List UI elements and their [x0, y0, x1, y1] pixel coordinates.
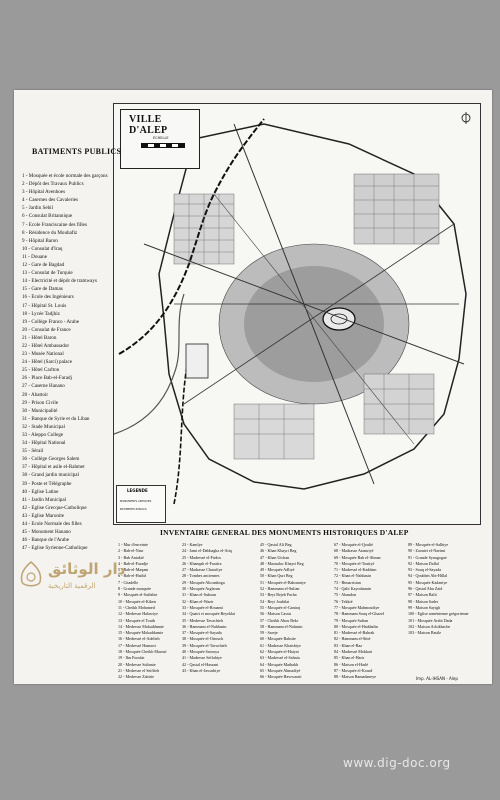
inventory-item: 33 - Mosquée el-Rouami — [182, 604, 223, 610]
inventory-item: 12 - Medresse Halawiye — [118, 611, 158, 617]
inventory-column — [182, 542, 258, 674]
inventory-item: 9 - Mosquée el-Saffahie — [118, 592, 158, 598]
inventory-item: 40 - Mosquée Sarouya — [182, 649, 219, 655]
public-building-item: 36 - Collège Georges Salem — [22, 456, 80, 463]
public-building-item: 26 - Place Bab-el-Faradj — [22, 375, 72, 382]
map-title-box — [120, 109, 200, 169]
public-building-item: 27 - Caserne Hanano — [22, 383, 65, 390]
district-south — [234, 404, 314, 459]
public-building-item: 10 - Consulat d'Iraq — [22, 245, 63, 252]
inventory-item: 11 - Cheikh Mohamed — [118, 604, 155, 610]
inventory-item: 15 - Mosquée Mokaddamie — [118, 630, 164, 636]
inventory-item: 18 - Mosquée Cheikh Marouf — [118, 649, 167, 655]
public-building-item: 13 - Consulat de Turquie — [22, 270, 73, 277]
public-building-item: 2 - Dépôt des Travaux Publics — [22, 181, 84, 188]
inventory-item: 46 - Khan Khayri Beg — [260, 548, 297, 554]
inventory-item: 75 - Abandon — [334, 592, 357, 598]
inventory-item: 79 - Mosquée Sultan — [334, 617, 368, 623]
map-title: VILLE D'ALEP — [129, 114, 168, 136]
inventory-item: 30 - Mosquée Arghoun — [182, 586, 220, 592]
public-building-item: 16 - Ecole des Ingénieurs — [22, 294, 74, 301]
public-building-item: 37 - Hôpital et asile el-Rahmet — [22, 464, 85, 471]
watermark-logo — [18, 560, 130, 610]
inventory-item: 6 - Bab-el-Hadid — [118, 573, 146, 579]
inventory-item: 89 - Mosquée el-Salhiye — [408, 542, 449, 547]
inventory-item: 72 - Khan el-Nahhasin — [334, 573, 372, 579]
inventory-item: 56 - Maison Cassis — [260, 611, 292, 617]
public-building-item: 4 - Casernes des Cavaleries — [22, 197, 79, 204]
inventory-item: 22 - Medresse Zahirie — [118, 674, 155, 680]
inventory-item: 80 - Mosquée el-Haddadin — [334, 623, 378, 629]
inventory-item: 32 - Khan el-Wazir — [182, 598, 214, 604]
old-city-core — [244, 266, 384, 382]
public-building-item: 35 - Sérail — [22, 448, 44, 455]
inventory-item: 91 - Grande Synagogue — [408, 554, 447, 560]
inventory-item: 63 - Madressé el-Sahnia — [260, 655, 300, 661]
inventory-item: 17 - Medressé Hamawi — [118, 642, 157, 648]
inventory-item: 51 - Mosquée el-Bahramiye — [260, 579, 306, 585]
inventory-item: 47 - Khan Utchan — [260, 554, 290, 560]
public-building-item: 6 - Consulat Britannique — [22, 213, 73, 220]
inventory-item: 97 - Maison Balit — [408, 592, 437, 598]
inventory-item: 95 - Mosquée Kadaniye — [408, 579, 448, 585]
inventory-item: 61 - Madrasse Khatsbiye — [260, 642, 301, 648]
public-building-item: 5 - Jardin Sebil — [22, 205, 53, 212]
public-building-item: 18 - Lycée Tadjhiz — [22, 310, 60, 317]
legend-entry: MONUMENTS ANTIQUES — [120, 500, 152, 503]
inventory-item: 23 - Kamlye — [182, 542, 203, 547]
public-buildings-title: BATIMENTS PUBLICS — [32, 147, 122, 156]
inventory-item: 36 - Hammam el-Nahhasin — [182, 623, 227, 629]
public-building-item: 19 - Collège Franco - Arabe — [22, 318, 80, 325]
inventory-item: 54 - Beyt Joubilat — [260, 598, 290, 604]
inventory-item: 70 - Mosquée el-Toutiyé — [334, 560, 375, 566]
public-building-item: 33 - Aleppo College — [22, 432, 64, 438]
public-building-item: 7 - Ecole Franciscaine des filles — [22, 221, 87, 228]
inventory-item: 92 - Maison Dallal — [408, 560, 439, 566]
inventory-item: 64 - Mosquée Matbakh — [260, 661, 299, 667]
public-building-item: 39 - Poste et Télégraphe — [22, 480, 72, 487]
public-building-item: 28 - Abattoir — [22, 391, 49, 398]
inventory-item: 7 - Citadelle — [118, 579, 139, 585]
public-building-item: 34 - Hôpital National — [22, 440, 66, 447]
inventory-item: 16 - Medressé el-Adelieh — [118, 636, 160, 642]
public-building-item: 38 - Grand jardin municipal — [22, 472, 79, 479]
legend-title: LEGENDE — [127, 488, 148, 493]
inventory-item: 34 - Quatri et mosquée Beyeklai — [182, 611, 236, 617]
public-building-item: 21 - Hôtel Baron — [22, 334, 57, 341]
inventory-item: 10 - Mosquée el-Kiken — [118, 598, 156, 604]
inventory-item: 85 - Khan el-Harir — [334, 655, 365, 661]
public-building-item: 17 - Hôpital St. Louis — [22, 302, 67, 309]
inventory-item: 86 - Maison el-Harlé — [334, 661, 369, 667]
inventory-item: 62 - Mosquée el-Haiyat — [260, 649, 299, 655]
inventory-item: 26 - Khanqah el-Farafra — [182, 560, 222, 566]
inventory-item: 81 - Madressé el-Bahrak — [334, 630, 375, 636]
inventory-item: 87 - Mosquée el-Kourd — [334, 667, 373, 673]
public-building-item: 45 - Monument Hanano — [22, 529, 71, 536]
inventory-item: 68 - Madrasse Atamriyé — [334, 548, 374, 554]
inventory-item: 42 - Qastal el-Hassani — [182, 661, 219, 667]
public-building-item: 31 - Banque de Syrie et du Liban — [22, 415, 90, 422]
inventory-item: 13 - Mosquée el Touth — [118, 617, 155, 623]
inventory-item: 43 - Khan el-Jawarhiye — [182, 667, 221, 673]
watermark-name: دار الوثائق — [48, 560, 126, 578]
public-building-item: 24 - Hôtel (Sarci) palace — [22, 359, 73, 366]
inventory-item: 25 - Madressé el-Firdos — [182, 554, 221, 560]
inventory-item: 8 - Grande mosquée — [118, 586, 152, 592]
inventory-item: 90 - Zaouiet el-Naeimi — [408, 548, 446, 554]
public-building-item: 46 - Banque de l'Arabe — [22, 537, 70, 544]
inventory-item: 93 - Souq el-Sayada — [408, 567, 442, 573]
inventory-item: 24 - Jami el-Dabbagha el-Atiq — [182, 548, 232, 554]
inventory-item: 14 - Medresse Mokaddamie — [118, 623, 164, 629]
inventory-item: 39 - Mosquée el-Tavachieh — [182, 642, 227, 648]
inventory-item: 58 - Hammam el-Nahasin — [260, 623, 303, 629]
public-building-item: 25 - Hôtel Carlton — [22, 367, 60, 374]
inventory-item: 99 - Maison Sayigh — [408, 604, 441, 610]
inventory-item: 98 - Maison Sader — [408, 598, 439, 604]
public-building-item: 41 - Jardin Municipal — [22, 496, 66, 503]
inventory-item: 77 - Mosquée Mahmoudiye — [334, 604, 380, 610]
public-building-item: 29 - Prison Civile — [22, 399, 59, 406]
inventory-item: 52 - Hammam el-Sultan — [260, 586, 300, 592]
inventory-item: 78 - Hammam Souq el-Ghazel — [334, 611, 385, 617]
public-building-item: 9 - Hôpital Baron — [22, 237, 58, 244]
inventory-item: 53 - Beyt Rejeb Pacha — [260, 592, 297, 598]
public-building-item: 47 - Eglise Syrienne-Catholique — [22, 545, 88, 552]
inventory-item: 28 - Tombes anciennes — [182, 573, 220, 579]
scale-bar — [141, 143, 185, 148]
public-building-item: 11 - Douane — [22, 253, 47, 260]
inventory-item: 35 - Medresse Tavachieh — [182, 617, 223, 623]
inventory-item: 100 - Eglise arménienne grégorienne — [408, 611, 469, 617]
inventory-item: 4 - Bab-el-Faradje — [118, 560, 149, 566]
inventory-item: 29 - Mosquée Altounboga — [182, 579, 225, 585]
inventory-item: 5 - Bab-el-Maqam — [118, 567, 149, 573]
inventory-item: 82 - Hammam el-Sitté — [334, 636, 371, 642]
inventory-item: 66 - Mosquée Hawwarati — [260, 674, 302, 680]
north-arrow — [462, 112, 470, 124]
public-building-item: 44 - Ecole Normale des filles — [22, 521, 82, 528]
inventory-item: 19 - Ibn Fooulat — [118, 655, 145, 661]
imprint: Imp. AL-IHSAN - Alep — [416, 676, 458, 681]
inventory-column — [408, 542, 484, 636]
inventory-item: 71 - Madressé el-Kaddam — [334, 567, 377, 573]
inventory-item: 37 - Mosquée el-Sayada — [182, 630, 222, 636]
public-buildings-list — [22, 172, 118, 552]
inventory-item: 20 - Medresse Sultanie — [118, 661, 156, 667]
inventory-item: 45 - Qastal Ali Beg — [260, 542, 292, 547]
inventory-item: 2 - Bab-el-Nasr — [118, 548, 144, 554]
public-building-item: 30 - Municipalité — [22, 407, 58, 414]
public-building-item: 8 - Résidence du Mouhafiz — [22, 229, 78, 236]
inventory-item: 41 - Madresse Seffahiye — [182, 655, 222, 661]
inventory-item: 67 - Mosquée el-Qoulié — [334, 542, 373, 547]
public-building-item: 32 - Stade Municipal — [22, 423, 65, 430]
inventory-item: 69 - Mosquée Bab el-Ahmar — [334, 554, 381, 560]
public-building-item: 43 - Eglise Maronite — [22, 512, 65, 519]
municipal-garden — [186, 344, 208, 378]
public-building-item: 3 - Hôpital Avenhoes — [22, 189, 66, 196]
inventory-item: 55 - Mosquée el-Ganiraj — [260, 604, 301, 610]
seal-icon — [18, 560, 44, 590]
inventory-item: 83 - Khan el-Baz — [334, 642, 363, 648]
inventory-title: INVENTAIRE GENERAL DES MONUMENTS HISTORIQUES D'ALEP — [160, 528, 409, 537]
inventory-item: 3 - Bab Antakié — [118, 554, 144, 560]
inventory-item: 101 - Mosquée Arabi Dada — [408, 617, 453, 623]
public-building-item: 40 - Eglise Latine — [22, 488, 59, 495]
inventory-item: 1 - Mur d'enceinte — [118, 542, 148, 547]
inventory-item: 73 - Bimarristan — [334, 579, 361, 585]
inventory-column — [334, 542, 406, 681]
inventory-item: 102 - Maison Achikbache — [408, 623, 451, 629]
inventory-column — [260, 542, 332, 681]
inventory-item: 96 - Qastal Abu Zaid — [408, 586, 443, 592]
inventory-item: 60 - Mosquée Bahsite — [260, 636, 296, 642]
legend-entry: BATIMENTS PUBLICS — [120, 508, 147, 511]
watermark-url: www.dig-doc.org — [343, 756, 451, 770]
inventory-item: 74 - Qalit Kayrahamin — [334, 586, 371, 592]
citadel — [323, 308, 355, 330]
inventory-item: 76 - Tekkié — [334, 598, 353, 604]
inventory-item: 48 - Maoualac Khayri Beg — [260, 560, 304, 566]
district-northeast — [354, 174, 439, 244]
public-building-item: 23 - Musée National — [22, 351, 64, 358]
inventory-item: 57 - Cheikh Abou Bekr — [260, 617, 299, 623]
inventory-item: 50 - Khan Qurt Beg — [260, 573, 293, 579]
legend-box — [116, 485, 166, 523]
public-building-item: 12 - Gare de Bagdad — [22, 262, 65, 269]
inventory-item: 27 - Madrasse Charafiye — [182, 567, 223, 573]
scale-label: ECHELLE — [153, 136, 169, 140]
public-building-item: 1 - Mosquée et école normale des garçons — [22, 173, 108, 179]
inventory-item: 21 - Medresse el Seiffieh — [118, 667, 160, 673]
public-building-item: 20 - Consulat de France — [22, 326, 71, 333]
inventory-item: 31 - Khan el-Saboun — [182, 592, 216, 598]
public-building-item: 15 - Gare de Damas — [22, 286, 63, 293]
inventory-item: 94 - Qoubbet Abi-Hillal — [408, 573, 448, 579]
public-building-item: 14 - Electricité et dépôt de tramways — [22, 278, 97, 285]
public-building-item: 42 - Eglise Grecque-Catholique — [22, 504, 87, 511]
watermark-subtitle: الرقمية التاريخية — [48, 582, 96, 590]
public-building-item: 22 - Hôtel Ambassador — [22, 342, 70, 349]
river — [114, 294, 184, 434]
inventory-item: 84 - Madressé Mokkari — [334, 649, 373, 655]
inventory-item: 65 - Mosquée Ahmadiyé — [260, 667, 301, 673]
inventory-item: 59 - Sareje — [260, 630, 278, 636]
inventory-item: 38 - Mosquée el-Otrouch — [182, 636, 224, 642]
inventory-item: 88 - Maison Bamadaneye — [334, 674, 376, 680]
inventory-item: 49 - Mosquée Adliyé — [260, 567, 295, 573]
inventory-item: 103 - Maison Basile — [408, 630, 442, 636]
